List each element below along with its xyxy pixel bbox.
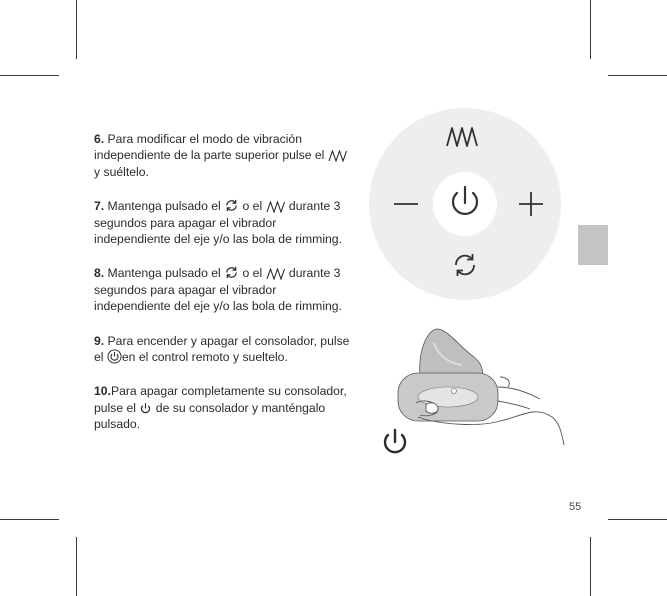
remote-control bbox=[368, 107, 562, 301]
instruction-8 bbox=[94, 265, 350, 314]
power-icon bbox=[107, 349, 122, 364]
wave-icon bbox=[266, 201, 286, 213]
device-in-hand-illustration bbox=[380, 325, 565, 465]
step-text: Mantenga pulsado el bbox=[104, 199, 225, 214]
step-text: y suéltelo. bbox=[94, 164, 149, 179]
cycle-icon bbox=[224, 265, 239, 280]
step-text: durante 3 segundos para apagar el vibrador independiente del eje y/o las bola de rimming. bbox=[94, 266, 342, 314]
step-text: Para modificar el modo de vibración independiente de la parte superior pulse el bbox=[94, 132, 328, 163]
step-text: o el bbox=[239, 199, 266, 214]
wave-icon bbox=[266, 268, 286, 280]
step-number: 9. bbox=[94, 333, 105, 348]
step-text: Mantenga pulsado el bbox=[104, 266, 225, 281]
crop-mark bbox=[590, 0, 591, 59]
instruction-10 bbox=[94, 383, 350, 432]
step-text: durante 3 segundos para apagar el vibrador independiente del eje y/o las bola de rimming. bbox=[94, 199, 342, 247]
crop-mark bbox=[608, 519, 667, 520]
power-icon bbox=[139, 402, 152, 415]
crop-mark bbox=[0, 75, 59, 76]
side-tab bbox=[578, 225, 608, 265]
crop-mark bbox=[590, 537, 591, 596]
step-text: de su consolador y manténgalo pulsado. bbox=[94, 400, 326, 432]
crop-mark bbox=[0, 519, 59, 520]
step-text: en el control remoto y sueltelo. bbox=[121, 350, 288, 365]
power-icon bbox=[385, 430, 405, 452]
step-text: o el bbox=[239, 266, 266, 281]
instruction-9 bbox=[94, 333, 350, 366]
page-number: 55 bbox=[569, 501, 582, 513]
wave-icon bbox=[328, 150, 348, 162]
step-text: Para apagar completamente su consolador, pulse el bbox=[94, 384, 347, 415]
thumb bbox=[426, 403, 438, 413]
step-number: 6. bbox=[94, 132, 105, 146]
step-number: 7. bbox=[94, 199, 105, 214]
crop-mark bbox=[608, 75, 667, 76]
instruction-7 bbox=[94, 198, 350, 247]
instruction-6 bbox=[94, 131, 350, 180]
instruction-list bbox=[94, 131, 350, 451]
crop-mark bbox=[76, 537, 77, 596]
step-number: 10. bbox=[94, 384, 111, 399]
cycle-icon bbox=[224, 198, 239, 213]
step-text: Para encender y apagar el consolador, pulse el bbox=[94, 333, 350, 365]
crop-mark bbox=[76, 0, 77, 59]
step-number: 8. bbox=[94, 266, 105, 281]
